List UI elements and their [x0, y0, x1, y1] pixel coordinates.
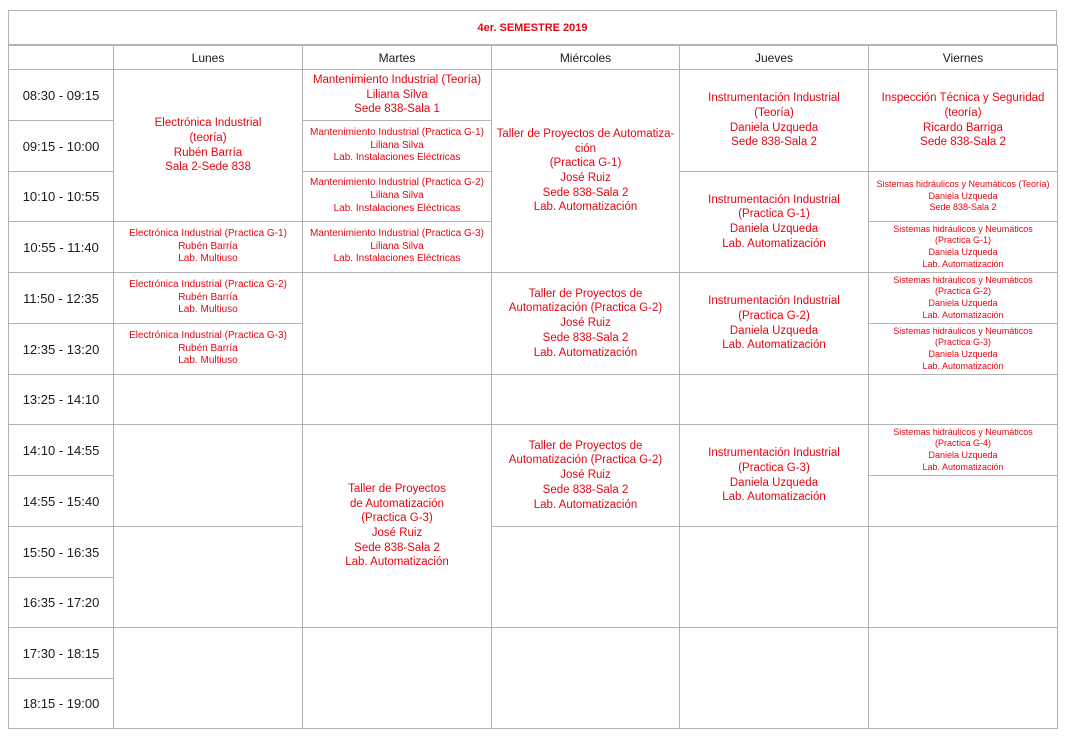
- class-detail: José Ruiz: [371, 527, 423, 539]
- time-slot-13: 18:15 - 19:00: [8, 678, 114, 729]
- class-detail: Lab. Multiuso: [178, 253, 238, 265]
- time-slot-8: 14:10 - 14:55: [8, 424, 114, 476]
- class-cell: [491, 424, 680, 527]
- class-detail: (Practica G-3): [738, 461, 810, 474]
- class-cell: [302, 120, 492, 172]
- class-detail: Lab. Instalaciones Eléctricas: [333, 253, 461, 265]
- day-header-2: Martes: [302, 45, 492, 70]
- class-cell: [491, 69, 680, 273]
- time-slot-6: 12:35 - 13:20: [8, 323, 114, 375]
- header-corner-cell: [8, 45, 114, 70]
- class-detail: José Ruiz: [560, 172, 611, 184]
- empty-cell: [868, 374, 1058, 425]
- class-detail: Daniela Uzqueda: [928, 450, 998, 460]
- day-header-3: Miércoles: [491, 45, 680, 70]
- class-detail: Daniela Uzqueda: [928, 298, 998, 308]
- time-slot-12: 17:30 - 18:15: [8, 627, 114, 679]
- class-detail: Liliana Silva: [370, 190, 424, 202]
- class-detail: Rubén Barría: [178, 240, 238, 252]
- class-name: Instrumentación Industrial: [708, 92, 840, 105]
- empty-cell: [302, 272, 492, 375]
- class-cell: [491, 272, 680, 375]
- class-detail: Lab. Instalaciones Eléctricas: [333, 202, 461, 214]
- class-detail: (Practica G-1): [549, 157, 622, 170]
- class-detail: José Ruiz: [560, 317, 611, 330]
- empty-cell: [868, 475, 1058, 527]
- class-name: Mantenimiento Industrial (Practica G-2): [310, 177, 484, 189]
- class-cell: [868, 171, 1058, 222]
- class-detail: Sede 838-Sala 2: [731, 136, 817, 149]
- class-name: Electrónica Industrial (Practica G-3): [129, 329, 287, 341]
- class-name: Mantenimiento Industrial (Practica G-3): [310, 227, 484, 239]
- class-detail: ción: [574, 142, 597, 155]
- class-detail: Lab. Automatización: [922, 461, 1004, 472]
- class-detail: (Practica G-3): [934, 337, 991, 348]
- empty-cell: [491, 627, 680, 729]
- time-slot-9: 14:55 - 15:40: [8, 475, 114, 527]
- empty-cell: [868, 526, 1058, 628]
- class-name: Inspección Técnica y Seguridad: [881, 92, 1045, 105]
- empty-cell: [491, 526, 680, 628]
- class-name: Mantenimiento Industrial (Teoría): [312, 73, 482, 86]
- class-cell: [302, 171, 492, 222]
- class-cell: [868, 272, 1058, 324]
- time-slot-11: 16:35 - 17:20: [8, 577, 114, 628]
- class-detail: Lab. Automatización: [533, 201, 638, 214]
- class-detail: (Teoría): [754, 106, 794, 119]
- class-detail: (teoría): [189, 131, 227, 144]
- class-detail: (Practica G-1): [738, 208, 810, 221]
- class-cell: [302, 221, 492, 273]
- class-detail: Rubén Barría: [178, 342, 238, 354]
- empty-cell: [302, 627, 492, 729]
- empty-cell: [679, 627, 869, 729]
- class-detail: (Practica G-1): [934, 235, 991, 246]
- day-header-4: Jueves: [679, 45, 869, 70]
- class-detail: (teoría): [944, 106, 982, 119]
- class-cell: [868, 69, 1058, 172]
- class-detail: Liliana Silva: [366, 88, 428, 101]
- class-detail: Lab. Automatización: [722, 339, 826, 352]
- empty-cell: [679, 526, 869, 628]
- class-name: Electrónica Industrial (Practica G-2): [129, 278, 287, 290]
- class-detail: José Ruiz: [560, 469, 611, 482]
- class-detail: Sala 2-Sede 838: [165, 161, 251, 174]
- class-detail: Daniela Uzqueda: [729, 223, 819, 235]
- class-cell: [113, 221, 303, 273]
- class-name: Instrumentación Industrial: [708, 295, 840, 308]
- time-slot-1: 08:30 - 09:15: [8, 69, 114, 121]
- day-header-5: Viernes: [868, 45, 1058, 70]
- class-detail: Sede 838-Sala 2: [929, 202, 997, 213]
- class-cell: [302, 69, 492, 121]
- class-cell: [868, 323, 1058, 375]
- class-detail: Sede 838-Sala 2: [920, 136, 1006, 149]
- class-detail: Liliana Silva: [370, 139, 424, 151]
- schedule-table: [8, 10, 1057, 728]
- class-cell: [679, 69, 869, 172]
- time-slot-5: 11:50 - 12:35: [8, 272, 114, 324]
- class-detail: Lab. Automatización: [345, 556, 449, 569]
- class-name: Sistemas hidráulicos y Neumáticos: [893, 274, 1033, 285]
- class-name: Sistemas hidráulicos y Neumáticos (Teoría): [876, 179, 1050, 190]
- class-detail: Lab. Instalaciones Eléctricas: [333, 152, 461, 164]
- class-name: Instrumentación Industrial: [708, 193, 840, 206]
- empty-cell: [679, 374, 869, 425]
- class-detail: Sede 838-Sala 2: [542, 186, 629, 199]
- class-detail: Daniela Uzqueda: [928, 247, 998, 257]
- class-detail: Daniela Uzqueda: [729, 121, 819, 134]
- empty-cell: [113, 526, 303, 628]
- class-cell: [679, 424, 869, 527]
- schedule-title: 4er. SEMESTRE 2019: [8, 10, 1057, 45]
- class-detail: Liliana Silva: [370, 240, 424, 252]
- class-name: Sistemas hidráulicos y Neumáticos: [893, 223, 1033, 234]
- empty-cell: [113, 627, 303, 729]
- time-slot-7: 13:25 - 14:10: [8, 374, 114, 425]
- class-detail: Lab. Automatización: [922, 309, 1004, 320]
- empty-cell: [491, 374, 680, 425]
- class-detail: Sede 838-Sala 2: [354, 541, 440, 554]
- class-detail: Rubén Barría: [178, 291, 238, 303]
- class-detail: Lab. Multiuso: [178, 304, 238, 316]
- class-detail: Sede 838-Sala 2: [542, 483, 629, 496]
- class-detail: Daniela Uzqueda: [928, 190, 998, 201]
- class-detail: Sede 838-Sala 1: [354, 103, 440, 116]
- class-cell: [679, 171, 869, 273]
- class-detail: Lab. Automatización: [533, 346, 638, 359]
- class-detail: Lab. Automatización: [533, 498, 638, 511]
- class-name: Taller de Proyectos: [348, 482, 446, 495]
- empty-cell: [113, 424, 303, 527]
- class-detail: (Practica G-4): [934, 438, 991, 449]
- empty-cell: [868, 627, 1058, 729]
- class-name: Electrónica Industrial (Practica G-1): [129, 227, 287, 239]
- class-detail: Lab. Automatización: [922, 258, 1004, 269]
- empty-cell: [302, 374, 492, 425]
- class-detail: Daniela Uzqueda: [729, 476, 819, 489]
- empty-cell: [113, 374, 303, 425]
- class-detail: Rubén Barría: [173, 146, 243, 159]
- class-name: Electrónica Industrial: [154, 117, 262, 130]
- time-slot-4: 10:55 - 11:40: [8, 221, 114, 273]
- class-cell: [679, 272, 869, 375]
- class-cell: [868, 221, 1058, 273]
- class-name: Taller de Proyectos de: [528, 287, 643, 300]
- time-slot-10: 15:50 - 16:35: [8, 526, 114, 578]
- class-name: Sistemas hidráulicos y Neumáticos: [893, 325, 1033, 336]
- class-detail: Automatización (Practica G-2): [508, 302, 663, 315]
- class-detail: Lab. Automatización: [922, 360, 1004, 371]
- day-header-1: Lunes: [113, 45, 303, 70]
- class-detail: (Practica G-2): [738, 309, 810, 322]
- time-slot-3: 10:10 - 10:55: [8, 171, 114, 222]
- class-name: Taller de Proyectos de: [528, 439, 643, 452]
- class-detail: (Practica G-2): [934, 286, 991, 297]
- class-name: Taller de Proyectos de Automatiza-: [496, 127, 675, 140]
- class-detail: Daniela Uzqueda: [928, 349, 998, 359]
- class-detail: (Practica G-3): [361, 512, 433, 525]
- class-cell: [113, 69, 303, 222]
- class-detail: Automatización (Practica G-2): [508, 454, 663, 467]
- class-cell: [113, 323, 303, 375]
- class-detail: Ricardo Barriga: [923, 121, 1003, 134]
- class-name: Instrumentación Industrial: [708, 447, 840, 460]
- class-detail: Daniela Uzqueda: [729, 324, 819, 337]
- class-cell: [868, 424, 1058, 476]
- class-detail: Lab. Automatización: [722, 491, 826, 504]
- class-detail: Lab. Automatización: [722, 237, 826, 250]
- class-detail: Sede 838-Sala 2: [542, 331, 629, 344]
- class-detail: Lab. Multiuso: [178, 355, 238, 367]
- class-name: Sistemas hidráulicos y Neumáticos: [893, 426, 1033, 437]
- class-cell: [113, 272, 303, 324]
- class-detail: de Automatización: [350, 497, 444, 510]
- time-slot-2: 09:15 - 10:00: [8, 120, 114, 172]
- class-name: Mantenimiento Industrial (Practica G-1): [310, 126, 484, 138]
- class-cell: [302, 424, 492, 628]
